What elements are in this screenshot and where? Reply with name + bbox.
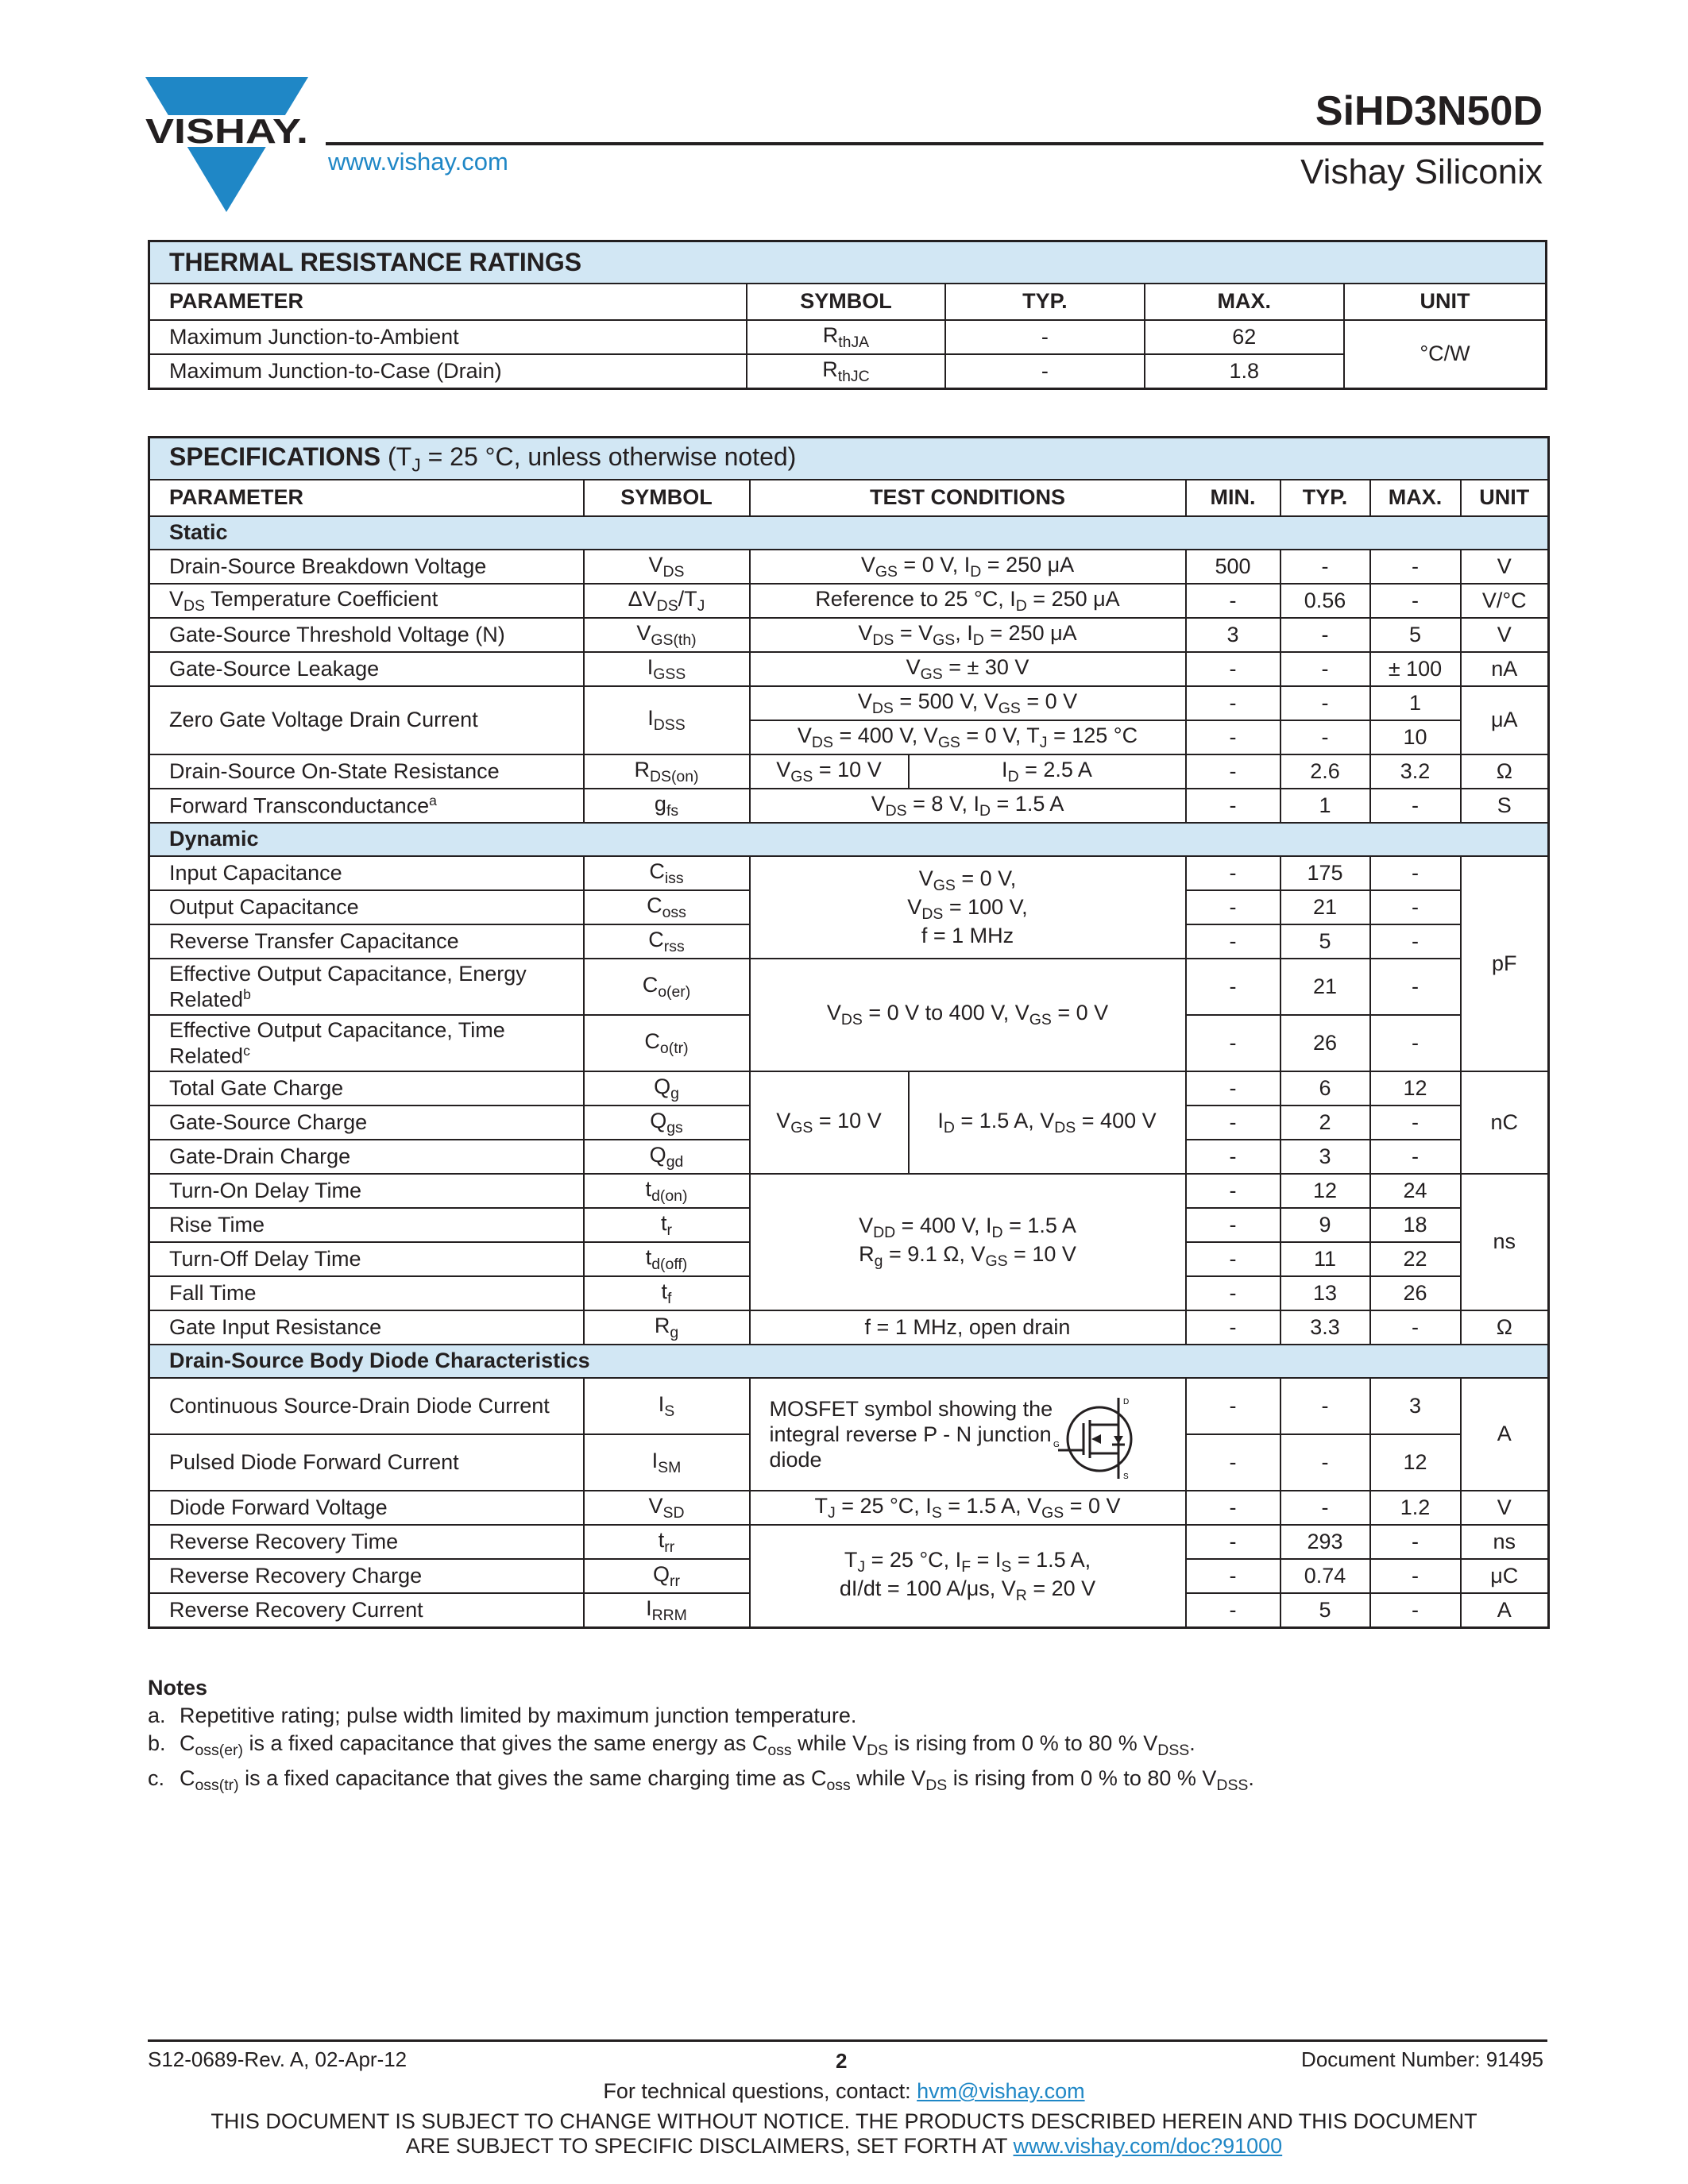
company-name: Vishay Siliconix — [1300, 152, 1543, 191]
section-body-diode: Drain-Source Body Diode Characteristics — [149, 1345, 1549, 1378]
thermal-title: THERMAL RESISTANCE RATINGS — [149, 241, 1547, 284]
notes — [148, 1674, 1546, 1800]
table-row: Continuous Source-Drain Diode Current $I_S$ MOSFET symbol showing the integral reverse P - N junction diode D G S - - 3 A — [149, 1378, 1549, 1434]
thermal-unit: °C/W — [1344, 320, 1547, 389]
svg-text:VISHAY.: VISHAY. — [145, 112, 308, 151]
table-row: Gate Input Resistance $R_g$ f = 1 MHz, open drain - 3.3 - Ω — [149, 1310, 1549, 1345]
table-row: Reverse Recovery Charge $Q_{rr}$ - 0.74 - μC — [149, 1559, 1549, 1593]
contact-email-link[interactable]: hvm@vishay.com — [917, 2079, 1085, 2103]
table-row: Gate-Source Charge $Q_{gs}$ - 2 - — [149, 1106, 1549, 1140]
table-row: Maximum Junction-to-Case (Drain) $R_{thJC}$ - 1.8 — [149, 354, 1547, 389]
table-row: Gate-Source Leakage $I_{GSS}$ $V_{GS}$ = ± 30 V - - ± 100 nA — [149, 652, 1549, 686]
table-row: Reverse Transfer Capacitance $C_{rss}$ - 5 - — [149, 924, 1549, 959]
part-number: SiHD3N50D — [1315, 88, 1543, 134]
footer-rule — [148, 2039, 1547, 2042]
mosfet-symbol-cell: MOSFET symbol showing the integral reverse P - N junction diode D G S — [750, 1378, 1186, 1491]
table-row: $V_{DS} = 400$ V, $V_{GS} = 0$ V, $T_J = 125$ °C - - 10 — [149, 720, 1549, 754]
vishay-logo — [145, 77, 308, 212]
document-number: Document Number: 91495 — [1301, 2047, 1543, 2071]
specifications-title: SPECIFICATIONS ($T_J = 25$ °C, unless otherwise noted) — [149, 438, 1549, 480]
table-row: Fall Time $t_f$ - 13 26 — [149, 1276, 1549, 1310]
note-c: c. $C_{oss(tr)}$ is a fixed capacitance that gives the same charging time as $C_{oss}$ while $V_{DS}$ is rising from 0 % to 80 % $V_{DSS}$. — [148, 1766, 1254, 1795]
section-static: Static — [149, 516, 1549, 550]
svg-text:G: G — [1053, 1441, 1060, 1449]
table-row: Pulsed Diode Forward Current $I_{SM}$ - - 12 — [149, 1434, 1549, 1491]
thermal-header-row: PARAMETER SYMBOL TYP. MAX. UNIT — [149, 284, 1547, 320]
table-row: Effective Output Capacitance, Time Related$^c$ $C_{o(tr)}$ - 26 - — [149, 1015, 1549, 1071]
table-row: Diode Forward Voltage $V_{SD}$ $T_J = 25$ °C, $I_S = 1.5$ A, $V_{GS} = 0$ V - - 1.2 V — [149, 1491, 1549, 1525]
table-row: Drain-Source On-State Resistance $R_{DS(on)}$ $V_{GS} = 10$ V $I_D = 2.5$ A - 2.6 3.2 Ω — [149, 754, 1549, 789]
table-row: Reverse Recovery Current $I_{RRM}$ - 5 - A — [149, 1593, 1549, 1628]
notes-heading: Notes — [148, 1676, 208, 1700]
contact-line: For technical questions, contact: hvm@vishay.com — [603, 2079, 1085, 2103]
revision-info: S12-0689-Rev. A, 02-Apr-12 — [148, 2047, 408, 2071]
svg-text:D: D — [1122, 1398, 1129, 1406]
svg-text:S: S — [1122, 1472, 1129, 1481]
disclaimer-link[interactable]: www.vishay.com/doc?91000 — [1013, 2134, 1283, 2158]
table-row: Rise Time $t_r$ - 9 18 — [149, 1208, 1549, 1242]
table-row: Gate-Source Threshold Voltage (N) $V_{GS(th)}$ $V_{DS} = V_{GS}$, $I_D = 250$ μA 3 - 5 V — [149, 618, 1549, 652]
table-row: Gate-Drain Charge $Q_{gd}$ - 3 - — [149, 1140, 1549, 1174]
specs-header-row: PARAMETER SYMBOL TEST CONDITIONS MIN. TYP. MAX. UNIT — [149, 480, 1549, 516]
section-dynamic: Dynamic — [149, 823, 1549, 856]
thermal-resistance-table — [148, 240, 1547, 390]
table-row: $V_{DS}$ Temperature Coefficient $\Delta V_{DS}/T_J$ Reference to 25 °C, $I_D = 250$ μA - 0.56 - V/°C — [149, 584, 1549, 618]
table-row: Turn-Off Delay Time $t_{d(off)}$ - 11 22 — [149, 1242, 1549, 1276]
mosfet-symbol-icon — [1050, 1395, 1145, 1482]
disclaimer-line-2: ARE SUBJECT TO SPECIFIC DISCLAIMERS, SET FORTH AT www.vishay.com/doc?91000 — [405, 2134, 1283, 2158]
table-row: Forward Transconductance$^a$ $g_{fs}$ $V_{DS} = 8$ V, $I_D = 1.5$ A - 1 - S — [149, 789, 1549, 823]
website-link[interactable]: www.vishay.com — [328, 148, 508, 176]
note-a: a. Repetitive rating; pulse width limited by maximum junction temperature. — [148, 1704, 857, 1727]
table-row: Total Gate Charge $Q_g$ $V_{GS} = 10$ V $I_D = 1.5$ A, $V_{DS} = 400$ V - 6 12 nC — [149, 1071, 1549, 1106]
table-row: Turn-On Delay Time $t_{d(on)}$ $V_{DD} = 400$ V, $I_D = 1.5$ A $R_g = 9.1$ Ω, $V_{GS} = 10$ V - 12 24 ns — [149, 1174, 1549, 1208]
table-row: Effective Output Capacitance, Energy Related$^b$ $C_{o(er)}$ $V_{DS} = 0$ V to 400 V, $V_{GS} = 0$ V - 21 - — [149, 959, 1549, 1015]
specifications-table — [148, 436, 1550, 1629]
table-row: Zero Gate Voltage Drain Current $I_{DSS}$ $V_{DS} = 500$ V, $V_{GS} = 0$ V - - 1 μA — [149, 686, 1549, 720]
note-b: b. $C_{oss(er)}$ is a fixed capacitance that gives the same energy as $C_{oss}$ while $V_{DS}$ is rising from 0 % to 80 % $V_{DSS}$. — [148, 1731, 1196, 1760]
table-row: Maximum Junction-to-Ambient $R_{thJA}$ - 62 °C/W — [149, 320, 1547, 354]
disclaimer-line-1: THIS DOCUMENT IS SUBJECT TO CHANGE WITHOUT NOTICE. THE PRODUCTS DESCRIBED HEREIN AND THIS DOCUMENT — [211, 2109, 1477, 2133]
table-row: Drain-Source Breakdown Voltage $V_{DS}$ $V_{GS} = 0$ V, $I_D = 250$ μA 500 - - V — [149, 550, 1549, 584]
table-row: Input Capacitance $C_{iss}$ $V_{GS} = 0$ V, $V_{DS} = 100$ V, f = 1 MHz - 175 - pF — [149, 856, 1549, 890]
table-row: Reverse Recovery Time $t_{rr}$ $T_J = 25$ °C, $I_F = I_S = 1.5$ A, dI/dt = 100 A/μs, $V_R = 20$ V - 293 - ns — [149, 1525, 1549, 1559]
page-number: 2 — [836, 2049, 848, 2073]
header-rule — [326, 142, 1543, 145]
table-row: Output Capacitance $C_{oss}$ - 21 - — [149, 890, 1549, 924]
